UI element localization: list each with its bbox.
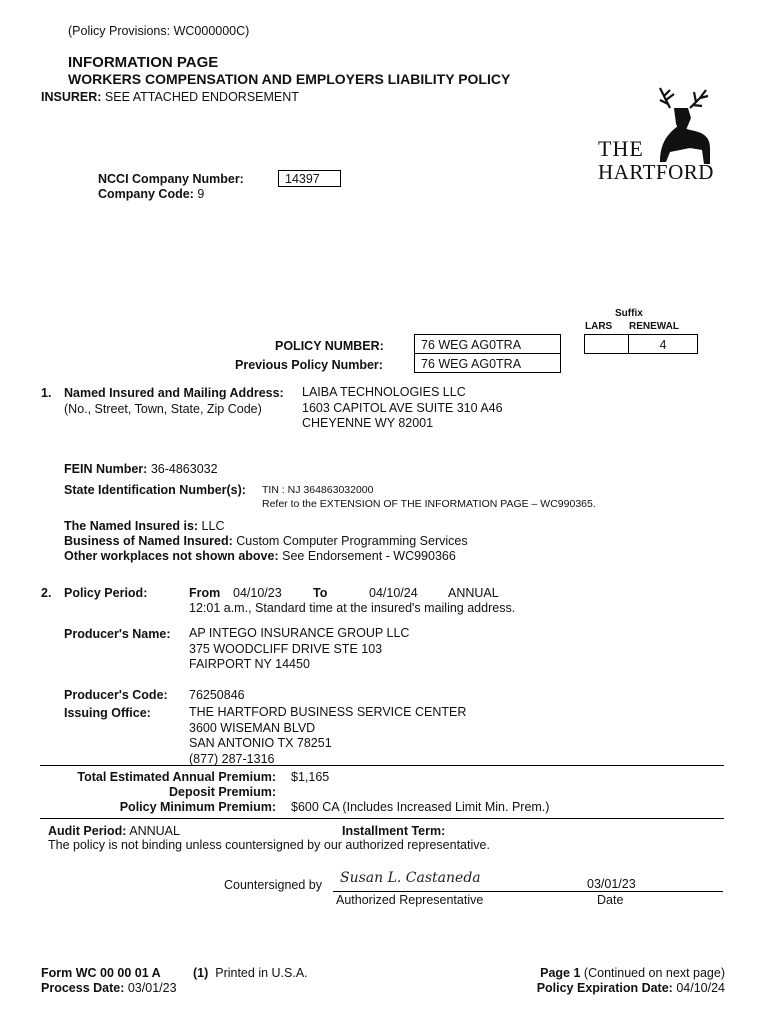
expiration-date-line [537,981,725,995]
named-insured-label: Named Insured and Mailing Address: [64,386,284,400]
copies-count: (1) [193,966,209,980]
business-label: Business of Named Insured: [64,534,233,548]
ncci-label: NCCI Company Number: [98,172,244,186]
producer-address [189,626,409,673]
policy-provisions: (Policy Provisions: WC000000C) [68,24,250,38]
expiration-date-value: 04/10/24 [676,981,725,995]
page-number-line [540,966,725,980]
business-value: Custom Computer Programming Services [236,534,468,548]
issuing-office-label: Issuing Office: [64,706,151,720]
other-workplaces-value: See Endorsement - WC990366 [282,549,456,563]
producer-code-label: Producer's Code: [64,688,168,702]
lars-label: LARS [585,321,613,332]
renewal-label: RENEWAL [629,321,679,332]
countersign-date: 03/01/23 [587,877,636,891]
authorized-rep-label: Authorized Representative [336,893,484,907]
minimum-premium-label: Policy Minimum Premium: [119,800,276,814]
printed-note: Printed in U.S.A. [215,966,308,980]
process-date-line [41,981,177,995]
state-id-value: TIN : NJ 364863032000 [262,484,374,496]
policy-period-label: Policy Period: [64,586,148,600]
previous-policy-value: 76 WEG AG0TRA [414,353,561,373]
insurer-line [41,90,299,104]
insured-address-line: LAIBA TECHNOLOGIES LLC [302,385,466,399]
form-number: Form WC 00 00 01 A [41,966,161,980]
insurer-label: INSURER: [41,90,102,104]
section-2-number: 2. [41,586,52,600]
issuing-office-address [189,705,466,767]
installment-term-label: Installment Term: [342,824,446,838]
producer-address-line: AP INTEGO INSURANCE GROUP LLC [189,626,410,640]
page-title: INFORMATION PAGE [68,54,219,71]
period-time-note: 12:01 a.m., Standard time at the insured's mailing address. [189,601,516,615]
binding-note: The policy is not binding unless countersigned by our authorized representative. [48,838,490,852]
ncci-value: 14397 [278,170,341,187]
state-id-label: State Identification Number(s): [64,483,246,497]
producer-address-line: 375 WOODCLIFF DRIVE STE 103 [189,641,383,656]
countersigned-label: Countersigned by [224,878,322,892]
form-copies [193,966,308,980]
deposit-premium-label: Deposit Premium: [169,785,276,799]
page-subtitle: WORKERS COMPENSATION AND EMPLOYERS LIABILITY POLICY [68,71,511,87]
period-term: ANNUAL [448,586,499,600]
issuing-office-line: (877) 287-1316 [189,751,275,766]
from-value: 04/10/23 [233,586,282,600]
issuing-office-line: THE HARTFORD BUSINESS SERVICE CENTER [189,705,467,719]
lars-value [584,334,629,354]
total-premium-value: $1,165 [291,770,330,784]
producer-address-line: FAIRPORT NY 14450 [189,657,310,671]
expiration-date-label: Policy Expiration Date: [536,981,673,995]
date-label: Date [597,893,624,907]
total-premium-label: Total Estimated Annual Premium: [77,770,276,784]
issuing-office-line: 3600 WISEMAN BLVD [189,720,316,735]
insured-address-line: CHEYENNE WY 82001 [302,416,434,430]
process-date-label: Process Date: [41,981,125,995]
business-line [64,534,468,548]
page-number: Page 1 [540,966,581,980]
suffix-label: Suffix [615,308,643,319]
policy-number-value: 76 WEG AG0TRA [414,334,561,354]
logo-text-the: THE [598,136,644,161]
fein-line [64,462,218,476]
continued-note: (Continued on next page) [583,966,725,980]
insurer-value: SEE ATTACHED ENDORSEMENT [104,90,299,104]
logo-text-hartford: HARTFORD [598,160,714,184]
other-workplaces-label: Other workplaces not shown above: [64,549,279,563]
audit-period-label: Audit Period: [48,824,127,838]
state-id-reference: Refer to the EXTENSION OF THE INFORMATION PAGE – WC990365. [262,498,596,510]
address-format-note: (No., Street, Town, State, Zip Code) [64,402,262,416]
company-code-label: Company Code: [98,187,194,201]
minimum-premium-value: $600 CA (Includes Increased Limit Min. Prem.) [291,800,550,814]
renewal-value: 4 [628,334,698,354]
audit-period-value: ANNUAL [129,824,180,838]
entity-type-line [64,519,224,533]
issuing-office-line: SAN ANTONIO TX 78251 [189,736,332,750]
other-workplaces-line [64,549,456,563]
process-date-value: 03/01/23 [127,981,177,995]
divider [40,765,724,766]
divider [40,818,724,819]
signature-line [333,891,723,892]
producer-code-value: 76250846 [189,688,245,702]
company-code-line [98,187,204,201]
section-1-number: 1. [41,386,52,400]
entity-type-value: LLC [201,519,225,533]
policy-number-label: POLICY NUMBER: [275,339,384,353]
hartford-logo [590,86,725,186]
previous-policy-label: Previous Policy Number: [235,358,383,372]
insured-address-line: 1603 CAPITOL AVE SUITE 310 A46 [302,400,503,415]
audit-period-line [48,824,180,838]
to-value: 04/10/24 [369,586,418,600]
fein-value: 36-4863032 [150,462,218,476]
to-label: To [313,586,328,600]
from-label: From [189,586,221,600]
signature-image: Susan L. Castaneda [340,870,481,886]
entity-type-label: The Named Insured is: [64,519,199,533]
fein-label: FEIN Number: [64,462,148,476]
insured-address [302,385,503,432]
producer-name-label: Producer's Name: [64,627,171,641]
company-code-value: 9 [197,187,205,201]
